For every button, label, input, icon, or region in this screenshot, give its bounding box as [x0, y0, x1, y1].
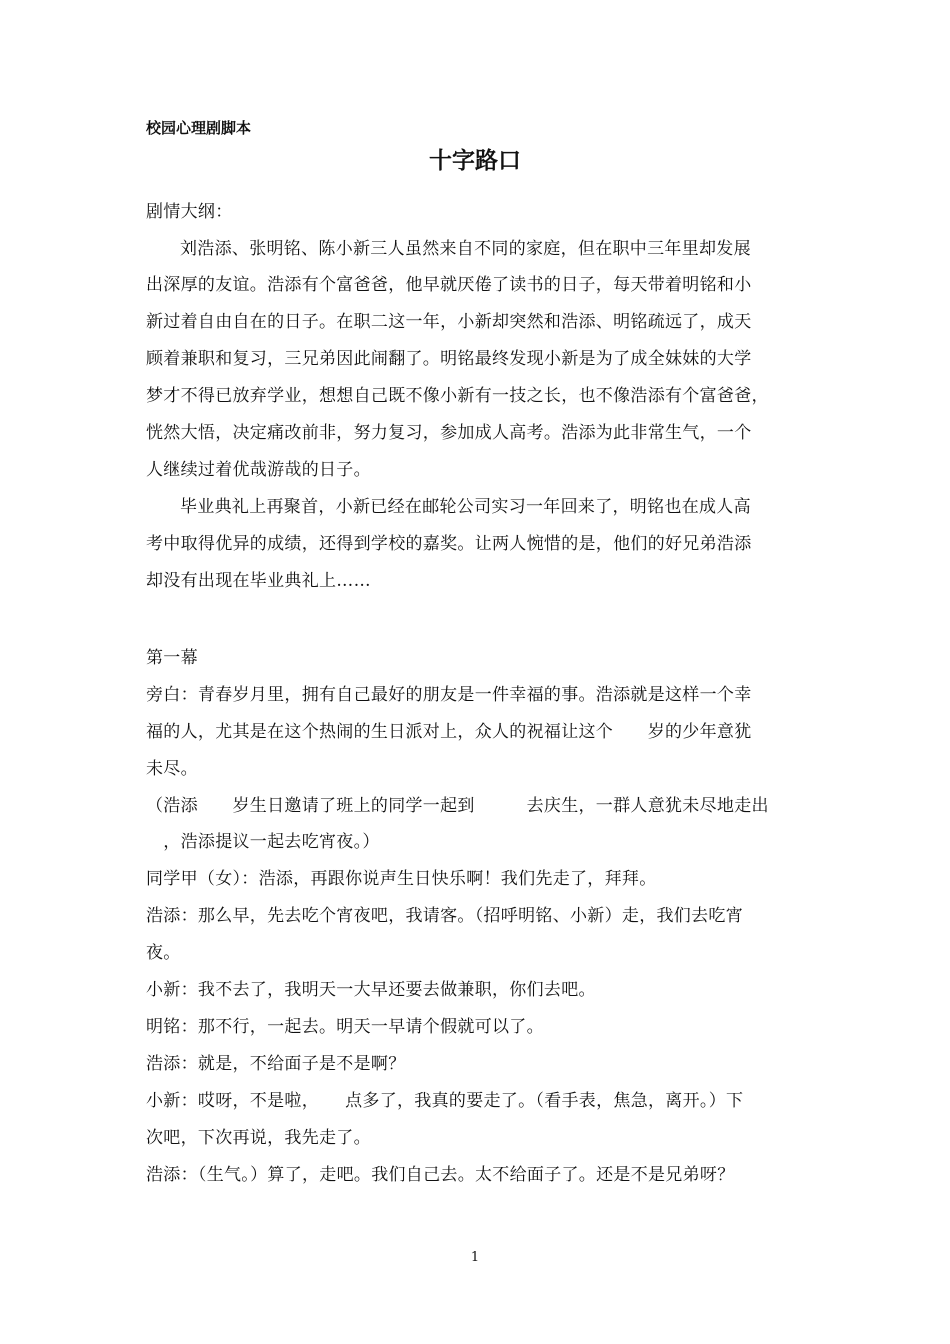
script-line: 小新：哎呀，不是啦， 点多了，我真的要走了。（看手表，焦急，离开。）下: [146, 1091, 744, 1111]
script-line: 福的人，尤其是在这个热闹的生日派对上，众人的祝福让这个 岁的少年意犹: [146, 722, 752, 742]
outline-line: 新过着自由自在的日子。在职二这一年，小新却突然和浩添、明铭疏远了，成天: [146, 312, 752, 332]
script-line: 浩添：那么早，先去吃个宵夜吧，我请客。（招呼明铭、小新）走，我们去吃宵: [146, 906, 743, 926]
outline-line: 人继续过着优哉游哉的日子。: [146, 460, 371, 480]
outline-heading: 剧情大纲：: [146, 202, 233, 222]
script-line: 小新：我不去了，我明天一大早还要去做兼职，你们去吧。: [146, 980, 596, 1000]
document-title: 十字路口: [429, 147, 521, 174]
script-line: 次吧，下次再说，我先走了。: [146, 1128, 371, 1148]
act-heading: 第一幕: [146, 648, 198, 668]
outline-line: 顾着兼职和复习，三兄弟因此闹翻了。明铭最终发现小新是为了成全妹妹的大学: [146, 349, 752, 369]
outline-line: 梦才不得已放弃学业，想想自己既不像小新有一技之长，也不像浩添有个富爸爸，: [146, 386, 769, 406]
script-line: 浩添：（生气。）算了，走吧。我们自己去。太不给面子了。还是不是兄弟呀？: [146, 1165, 735, 1185]
script-line: （浩添 岁生日邀请了班上的同学一起到 去庆生，一群人意犹未尽地走出: [146, 796, 769, 816]
outline-line: 毕业典礼上再聚首，小新已经在邮轮公司实习一年回来了，明铭也在成人高: [180, 497, 751, 517]
outline-line: 考中取得优异的成绩，还得到学校的嘉奖。让两人惋惜的是，他们的好兄弟浩添: [146, 534, 752, 554]
outline-line: 恍然大悟，决定痛改前非，努力复习，参加成人高考。浩添为此非常生气，一个: [146, 423, 752, 443]
page-number: 1: [470, 1250, 480, 1265]
script-line: 明铭：那不行，一起去。明天一早请个假就可以了。: [146, 1017, 544, 1037]
script-line: ，浩添提议一起去吃宵夜。）: [146, 832, 380, 852]
document-label: 校园心理剧脚本: [146, 119, 252, 137]
script-line: 同学甲（女）：浩添，再跟你说声生日快乐啊！我们先走了，拜拜。: [146, 869, 657, 889]
outline-line: 出深厚的友谊。浩添有个富爸爸，他早就厌倦了读书的日子，每天带着明铭和小: [146, 275, 752, 295]
script-line: 浩添：就是，不给面子是不是啊？: [146, 1054, 406, 1074]
outline-line: 刘浩添、张明铭、陈小新三人虽然来自不同的家庭，但在职中三年里却发展: [180, 239, 751, 259]
script-line: 未尽。: [146, 759, 198, 779]
script-line: 旁白：青春岁月里，拥有自己最好的朋友是一件幸福的事。浩添就是这样一个幸: [146, 685, 752, 705]
script-line: 夜。: [146, 943, 181, 963]
outline-line: 却没有出现在毕业典礼上……: [146, 571, 371, 591]
